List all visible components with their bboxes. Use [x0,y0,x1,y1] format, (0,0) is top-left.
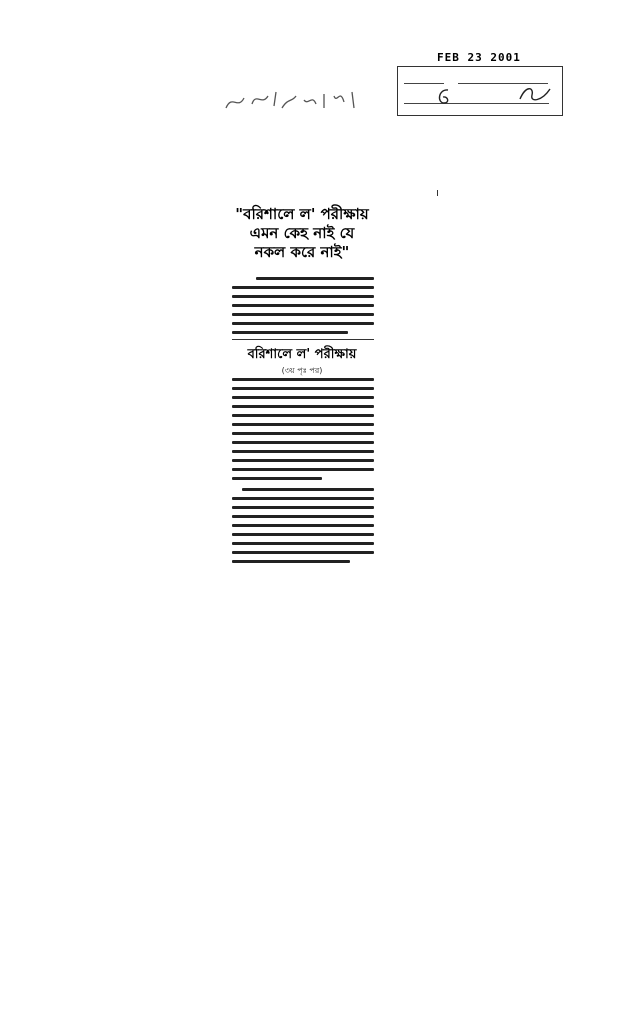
filing-stamp-box [397,66,563,116]
date-stamp: FEB 23 2001 [437,51,521,64]
headline-line-3: নকল করে নাই" [254,243,350,261]
text-line [232,542,374,545]
text-line [232,432,374,435]
handwritten-signature [516,81,556,107]
text-line [232,450,374,453]
clipping-headline [228,205,376,262]
text-line [232,515,374,518]
continuation-note: (৩য় পৃঃ পর) [281,366,323,375]
text-line [232,405,374,408]
text-line [256,277,374,280]
text-line [232,414,374,417]
text-line [232,441,374,444]
scan-speck [437,190,438,196]
continuation-subhead: বরিশালে ল' পরীক্ষায় [247,347,357,362]
headline-line-1: "বরিশালে ল' পরীক্ষায় [235,205,369,223]
text-line [242,488,374,491]
newspaper-clipping [228,205,376,570]
text-line [232,560,350,563]
text-line [232,322,374,325]
headline-line-2: এমন কেহ নাই যে [249,224,355,242]
text-line [232,396,374,399]
text-line [232,506,374,509]
text-line [232,551,374,554]
text-line [232,533,374,536]
text-line [232,387,374,390]
text-line [232,468,374,471]
text-line [232,331,348,334]
handwritten-mark [434,87,454,107]
text-line [232,477,322,480]
text-line [232,524,374,527]
divider [232,339,374,340]
text-line [232,497,374,500]
text-line [232,459,374,462]
text-line [232,378,374,381]
newspaper-masthead-scribble [222,86,372,116]
text-line [232,304,374,307]
stamp-line [404,83,444,84]
text-line [232,286,374,289]
text-line [232,423,374,426]
text-line [232,313,374,316]
text-line [232,295,374,298]
